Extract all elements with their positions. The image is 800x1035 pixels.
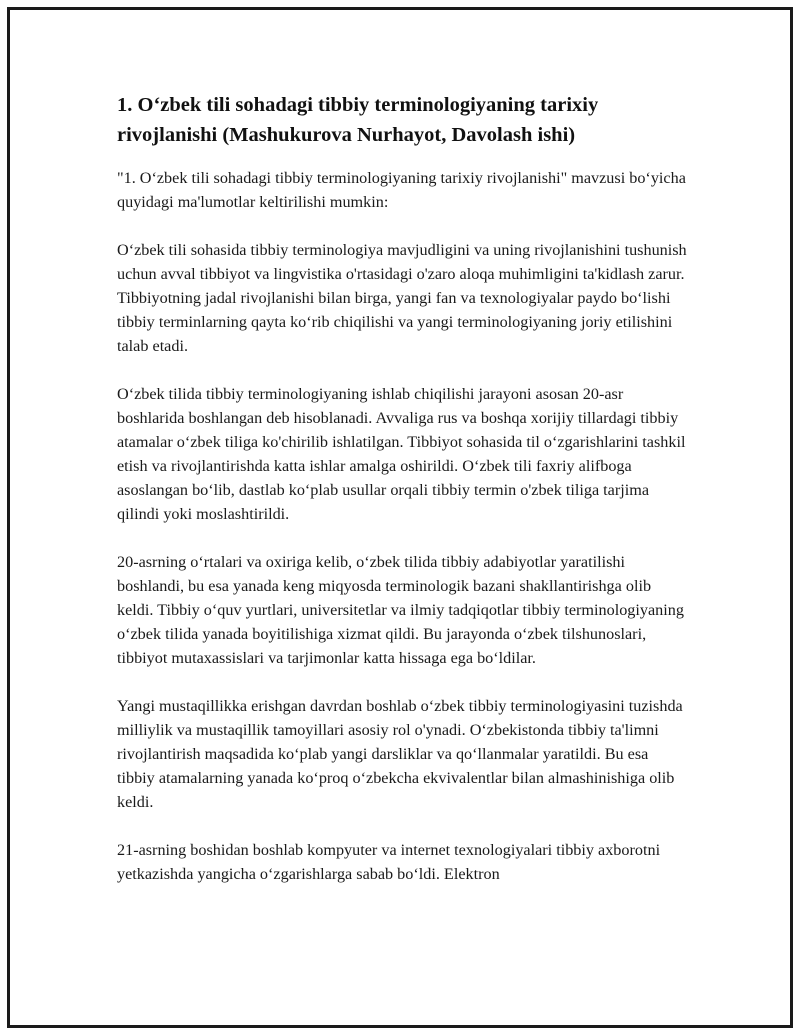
paragraph-1: O‘zbek tili sohasida tibbiy terminologiya mavjudligini va uning rivojlanishini tushunish uchun avval tibbiyot va lingvistika o'rtasidagi o'zaro aloqa muhimligini ta'kidlash zarur. Tibbiyotning jadal rivojlanishi bilan birga, yangi fan va texnologiyalar paydo bo‘lishi tibbiy terminlarning qayta ko‘rib chiqilishi va yangi terminologiyaning joriy etilishini talab etadi.: [117, 241, 687, 355]
paragraph-intro: "1. O‘zbek tili sohadagi tibbiy terminologiyaning tarixiy rivojlanishi" mavzusi bo‘yicha quyidagi ma'lumotlar keltirilishi mumkin:: [117, 169, 686, 211]
paragraph-5: 21-asrning boshidan boshlab kompyuter va internet texnologiyalari tibbiy axborotni yetkazishda yangicha o‘zgarishlarga sabab bo‘ldi. Elektron: [117, 841, 661, 883]
paragraph-3: 20-asrning o‘rtalari va oxiriga kelib, o‘zbek tilida tibbiy adabiyotlar yaratilishi boshlandi, bu esa yanada keng miqyosda terminologik bazani shakllantirishga olib keldi. Tibbiy o‘quv yurtlari, universitetlar va ilmiy tadqiqotlar tibbiy terminologiyaning o‘zbek tilida yanada boyitilishiga xizmat qildi. Bu jarayonda o‘zbek tilshunoslari, tibbiyot mutaxassislari va tarjimonlar katta hissaga ega bo‘ldilar.: [117, 553, 684, 667]
document-body: [117, 90, 689, 910]
paragraph-2: O‘zbek tilida tibbiy terminologiyaning ishlab chiqilishi jarayoni asosan 20-asr boshlarida boshlangan deb hisoblanadi. Avvaliga rus va boshqa xorijiy tillardagi tibbiy atamalar o‘zbek tiliga ko'chirilib ishlatilgan. Tibbiyot sohasida til o‘zgarishlarini tashkil etish va rivojlantirishda katta ishlar amalga oshirildi. O‘zbek tili faxriy alifboga asoslangan bo‘lib, dastlab ko‘plab usullar orqali tibbiy termin o'zbek tiliga tarjima qilindi yoki moslashtirildi.: [117, 385, 686, 523]
document-title: 1. O‘zbek tili sohadagi tibbiy terminologiyaning tarixiy rivojlanishi (Mashukurova Nurhayot, Davolash ishi): [117, 94, 599, 146]
paragraph-4: Yangi mustaqillikka erishgan davrdan boshlab o‘zbek tibbiy terminologiyasini tuzishda milliylik va mustaqillik tamoyillari asosiy rol o'ynadi. O‘zbekistonda tibbiy ta'limni rivojlantirish maqsadida ko‘plab yangi darsliklar va qo‘llanmalar yaratildi. Bu esa tibbiy atamalarning yanada ko‘proq o‘zbekcha ekvivalentlar bilan almashinishiga olib keldi.: [117, 697, 683, 811]
